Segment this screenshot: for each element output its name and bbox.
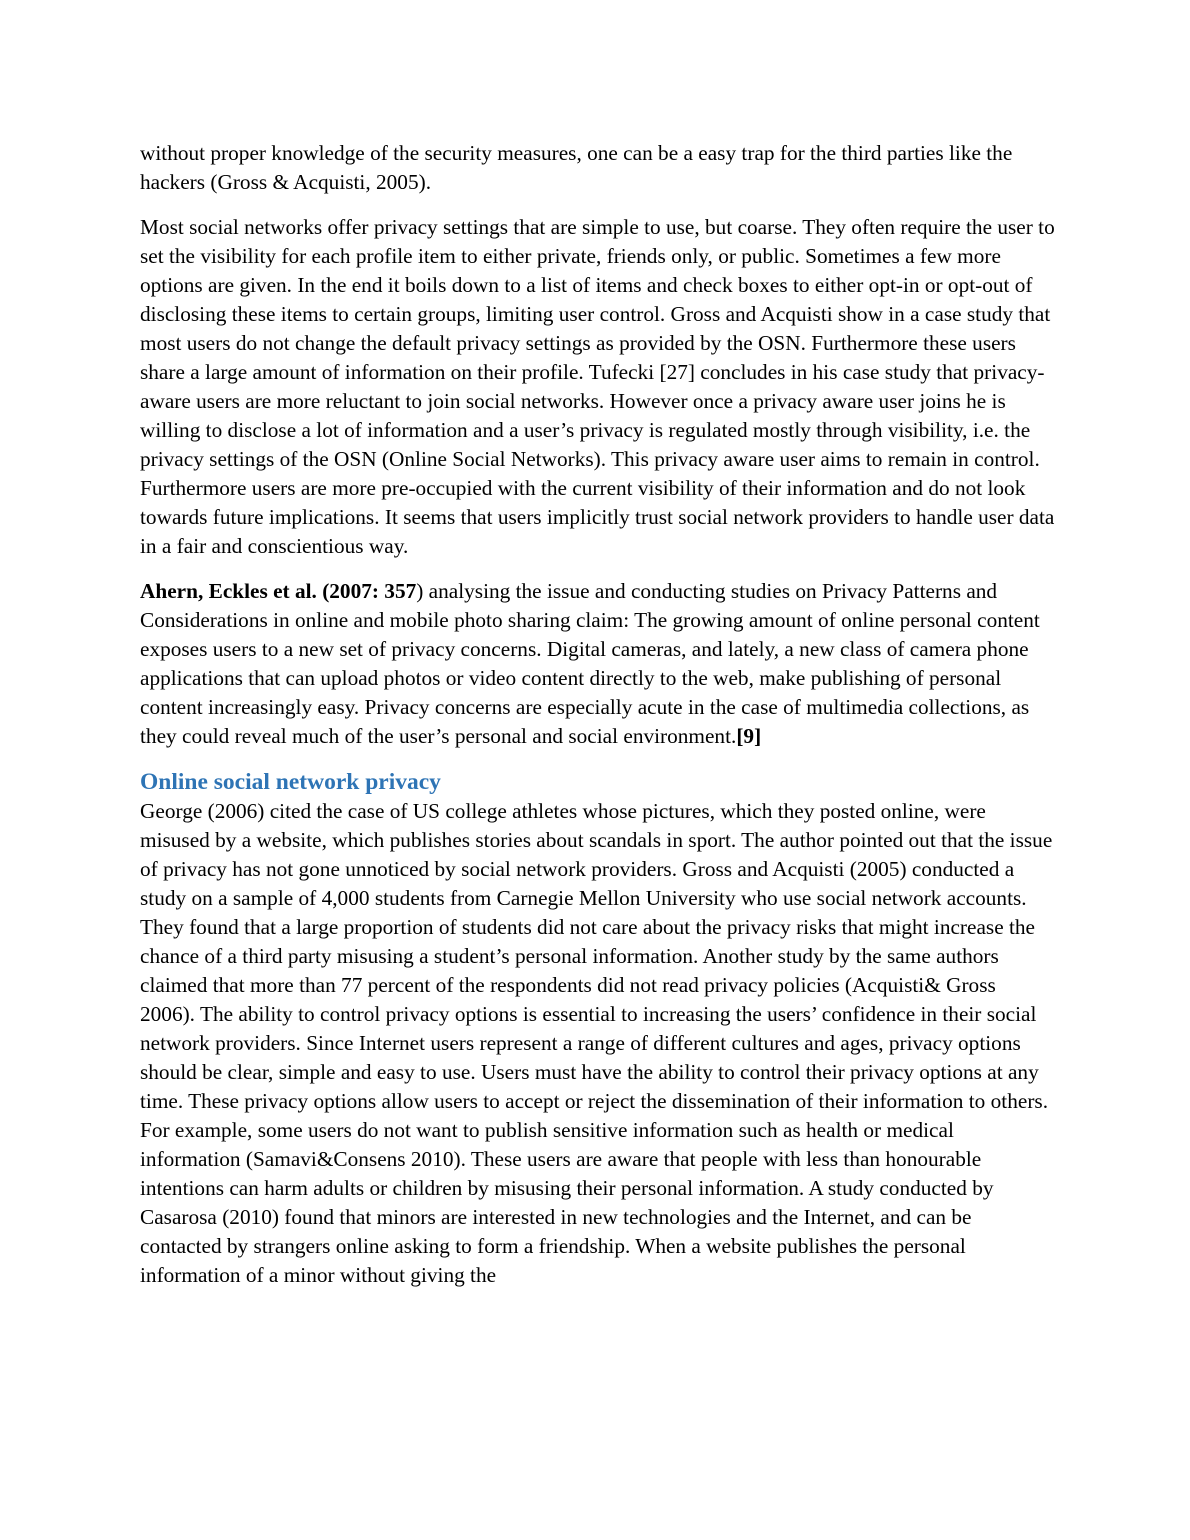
paragraph-hackers-trap: without proper knowledge of the security measures, one can be a easy trap for the third parties like the hackers (Gross & Acquisti, 2005).: [140, 141, 1013, 194]
document-page: [140, 139, 1055, 1290]
paragraph-ahern-eckles: [140, 577, 1055, 751]
paragraph-george-2006: George (2006) cited the case of US college athletes whose pictures, which they posted online, were misused by a website, which publishes stories about scandals in sport. The author pointed out that the issue of privacy has not gone unnoticed by social network providers. Gross and Acquisti (2005) conducted a study on a sample of 4,000 students from Carnegie Mellon University who use social network accounts. They found that a large proportion of students did not care about the privacy risks that might increase the chance of a third party misusing a student’s personal information. Another study by the same authors claimed that more than 77 percent of the respondents did not read privacy policies (Acquisti& Gross 2006). The ability to control privacy options is essential to increasing the users’ confidence in their social network providers. Since Internet users represent a range of different cultures and ages, privacy options should be clear, simple and easy to use. Users must have the ability to control their privacy options at any time. These privacy options allow users to accept or reject the dissemination of their information to others. For example, some users do not want to publish sensitive information such as health or medical information (Samavi&Consens 2010). These users are aware that people with less than honourable intentions can harm adults or children by misusing their personal information. A study conducted by Casarosa (2010) found that minors are interested in new technologies and the Internet, and can be contacted by strangers online asking to form a friendship. When a website publishes the personal information of a minor without giving the: [140, 799, 1053, 1287]
reference-marker: [9]: [736, 724, 762, 748]
section-heading-online-social-network-privacy: Online social network privacy: [140, 769, 441, 795]
citation-ahern-eckles: Ahern, Eckles et al. (2007: 357: [140, 579, 417, 603]
paragraph-privacy-settings: Most social networks offer privacy settings that are simple to use, but coarse. They often require the user to set the visibility for each profile item to either private, friends only, or public. Sometimes a few more options are given. In the end it boils down to a list of items and check boxes to either opt-in or opt-out of disclosing these items to certain groups, limiting user control. Gross and Acquisti show in a case study that most users do not change the default privacy settings as provided by the OSN. Furthermore these users share a large amount of information on their profile. Tufecki [27] concludes in his case study that privacy-aware users are more reluctant to join social networks. However once a privacy aware user joins he is willing to disclose a lot of information and a user’s privacy is regulated mostly through visibility, i.e. the privacy settings of the OSN (Online Social Networks). This privacy aware user aims to remain in control. Furthermore users are more pre-occupied with the current visibility of their information and do not look towards future implications. It seems that users implicitly trust social network providers to handle user data in a fair and conscientious way.: [140, 215, 1055, 558]
paragraph-ahern-body: ) analysing the issue and conducting studies on Privacy Patterns and Considerations in online and mobile photo sharing claim: The growing amount of online personal content exposes users to a new set of privacy concerns. Digital cameras, and lately, a new class of camera phone applications that can upload photos or video content directly to the web, make publishing of personal content increasingly easy. Privacy concerns are especially acute in the case of multimedia collections, as they could reveal much of the user’s personal and social environment.: [140, 579, 1040, 748]
